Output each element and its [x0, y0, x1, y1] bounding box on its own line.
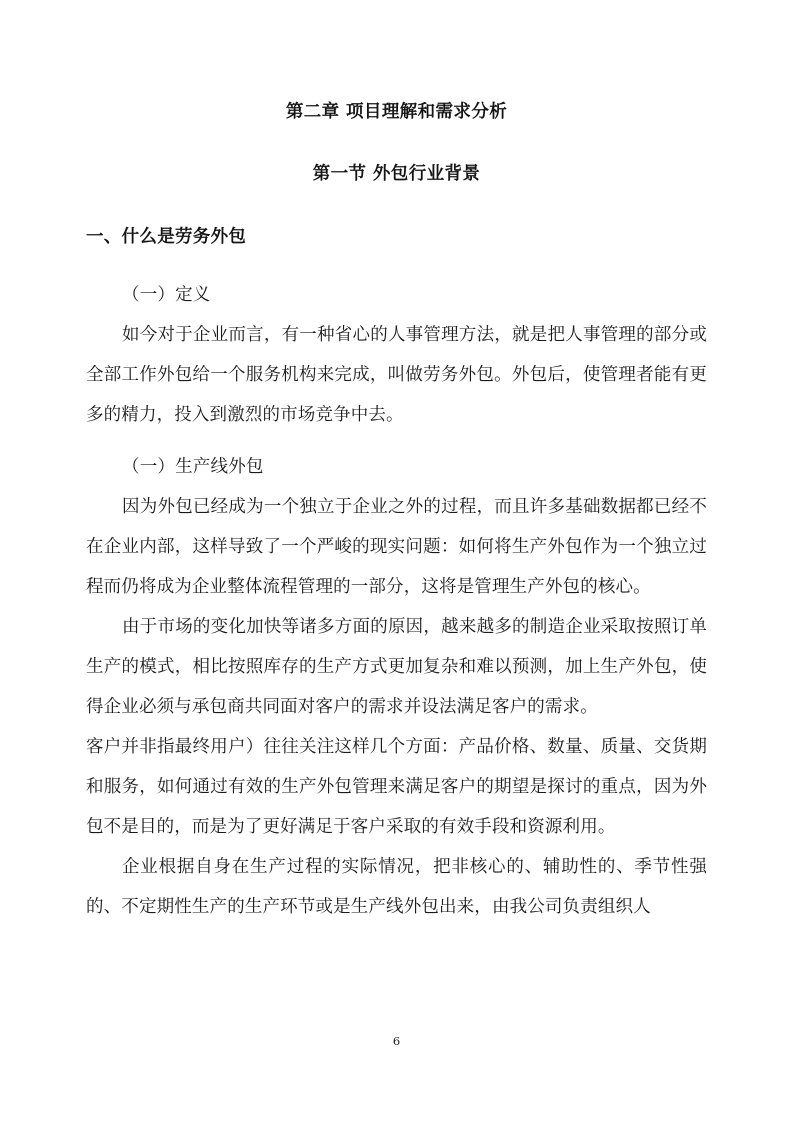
chapter-title: 第二章 项目理解和需求分析	[285, 102, 508, 122]
paragraph-customer-focus-body: 客户并非指最终用户）往往关注这样几个方面：产品价格、数量、质量、交货期和服务，如何通过有效的生产外包管理来满足客户的期望是探讨的重点，因为外包不是目的，而是为了更好满足于客户采取的有效手段和资源利用。	[86, 737, 707, 837]
subheading-definition: （一）定义	[122, 285, 211, 305]
subheading-production-line-outsourcing: （一）生产线外包	[122, 457, 264, 477]
paragraph-production-line-body: 因为外包已经成为一个独立于企业之外的过程，而且许多基础数据都已经不在企业内部，这样导致了一个严峻的现实问题：如何将生产外包作为一个独立过程而仍将成为企业整体流程管理的一部分，这将是管理生产外包的核心。	[86, 497, 707, 597]
paragraph-market-change-body: 由于市场的变化加快等诸多方面的原因，越来越多的制造企业采取按照订单生产的模式，相比按照库存的生产方式更加复杂和难以预测，加上生产外包，使得企业必须与承包商共同面对客户的需求并设法满足客户的需求。	[86, 617, 707, 717]
paragraph-enterprise-practice-body: 企业根据自身在生产过程的实际情况，把非核心的、辅助性的、季节性强的、不定期性生产的生产环节或是生产线外包出来，由我公司负责组织人	[86, 857, 707, 917]
heading-what-is-labor-outsourcing: 一、什么是劳务外包	[86, 227, 247, 247]
page-number: 6	[392, 1034, 401, 1048]
page-content	[86, 0, 707, 927]
section-title: 第一节 外包行业背景	[312, 164, 481, 184]
paragraph-definition-body: 如今对于企业而言，有一种省心的人事管理方法，就是把人事管理的部分或全部工作外包给一个服务机构来完成，叫做劳务外包。外包后，使管理者能有更多的精力，投入到激烈的市场竞争中去。	[86, 325, 707, 425]
